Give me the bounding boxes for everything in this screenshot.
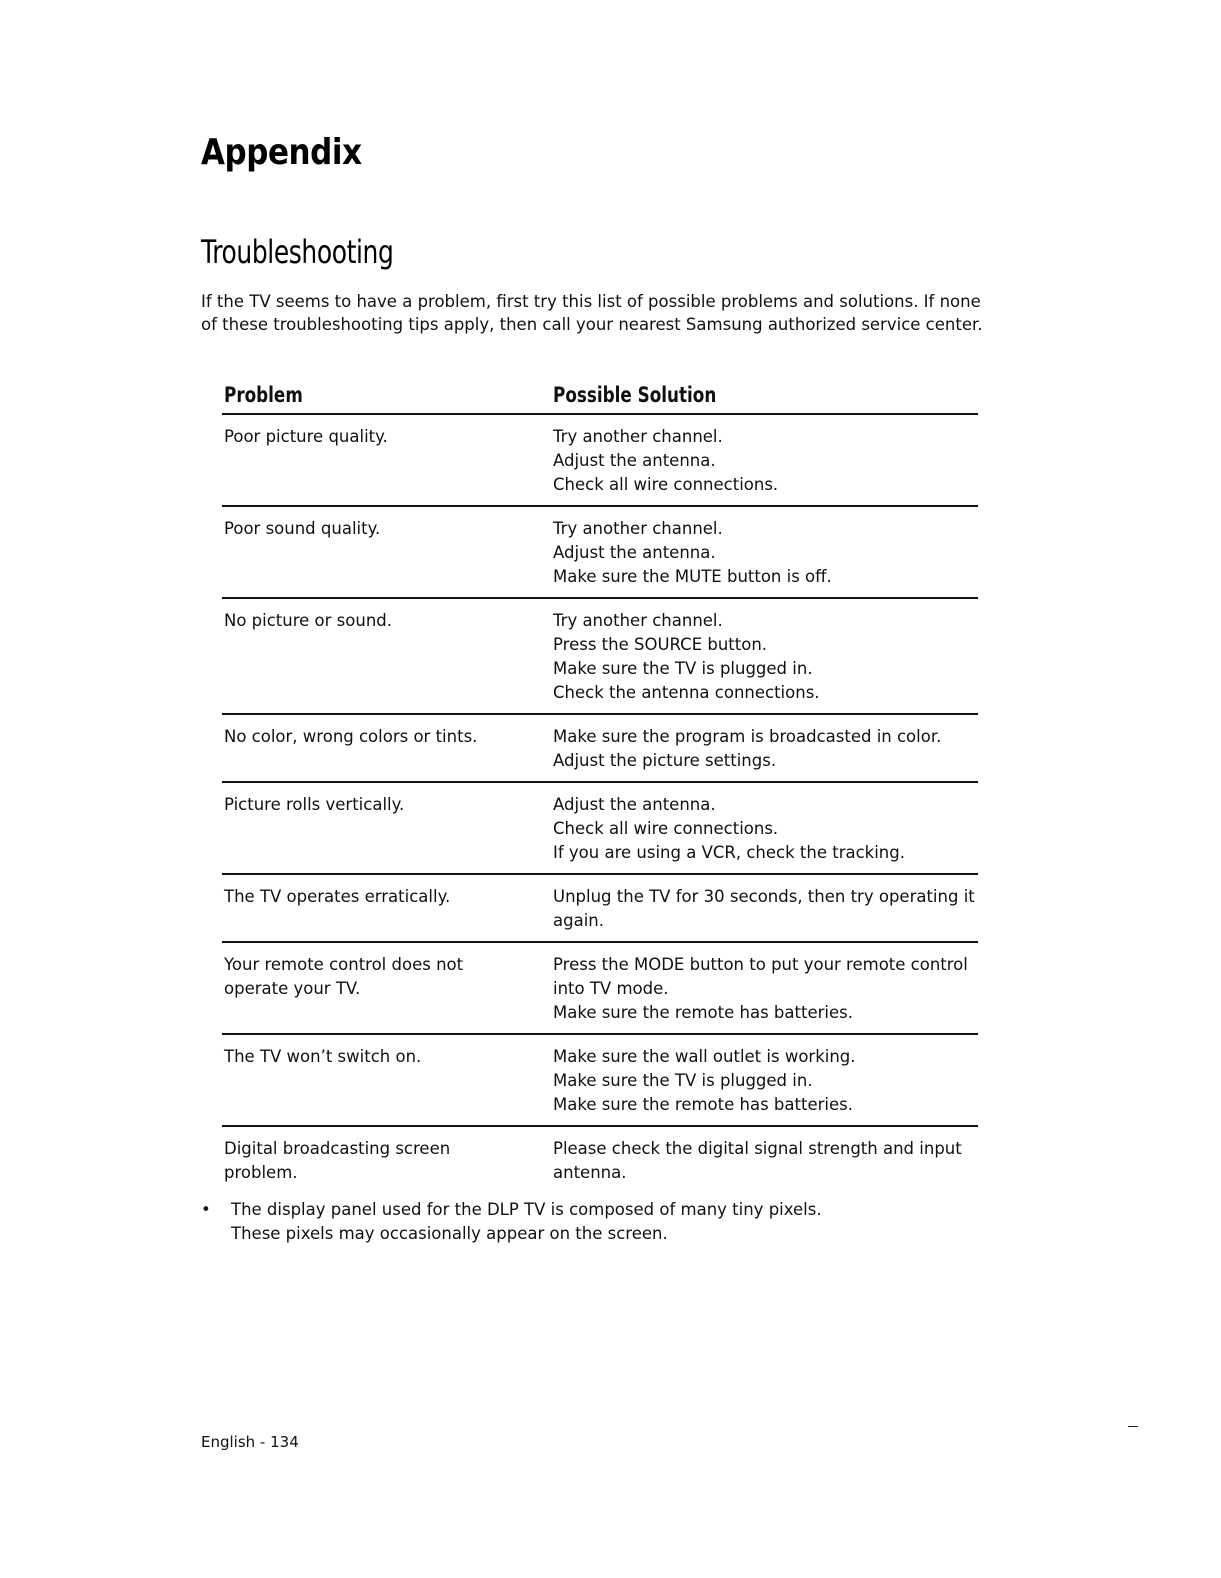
- problem-text: The TV won’t switch on.: [224, 1047, 422, 1066]
- solution-cell: [551, 506, 978, 598]
- solution-cell: [551, 598, 978, 714]
- problem-cell: [222, 942, 551, 1034]
- solution-cell: [551, 414, 978, 506]
- solution-text: Check the antenna connections.: [553, 683, 820, 702]
- solution-text: Adjust the picture settings.: [553, 751, 777, 770]
- solution-cell: [551, 942, 978, 1034]
- intro-paragraph: If the TV seems to have a problem, first try this list of possible problems and solutions. If none of these troubleshooting tips apply, then call your nearest Samsung authorized service center.: [201, 292, 983, 334]
- solution-text: into TV mode.: [553, 979, 669, 998]
- problem-cell: [222, 1126, 551, 1193]
- note-line-1: The display panel used for the DLP TV is composed of many tiny pixels.: [231, 1200, 822, 1219]
- page-footer: English - 134: [201, 1433, 299, 1451]
- solution-column-header: [551, 378, 978, 414]
- problem-text: No picture or sound.: [224, 611, 393, 630]
- solution-text: again.: [553, 911, 604, 930]
- table-row: [222, 782, 978, 874]
- table-body: [222, 414, 978, 1193]
- problem-text: The TV operates erratically.: [224, 887, 451, 906]
- solution-text: antenna.: [553, 1163, 627, 1182]
- solution-text: Press the MODE button to put your remote control: [553, 955, 968, 974]
- table-row: [222, 414, 978, 506]
- problem-cell: [222, 874, 551, 942]
- table-row: [222, 1034, 978, 1126]
- corner-mark: [1128, 1426, 1138, 1427]
- problem-text: Poor picture quality.: [224, 427, 388, 446]
- table-row: [222, 598, 978, 714]
- troubleshooting-table: [222, 378, 978, 1193]
- solution-text: Make sure the TV is plugged in.: [553, 1071, 813, 1090]
- solution-cell: [551, 874, 978, 942]
- solution-text: Make sure the MUTE button is off.: [553, 567, 832, 586]
- problem-text: Your remote control does not: [224, 955, 464, 974]
- problem-cell: [222, 598, 551, 714]
- problem-cell: [222, 714, 551, 782]
- solution-text: If you are using a VCR, check the tracking.: [553, 843, 905, 862]
- table-header-row: [222, 378, 978, 414]
- table-row: [222, 874, 978, 942]
- bullet-icon: •: [201, 1200, 211, 1219]
- solution-text: Press the SOURCE button.: [553, 635, 768, 654]
- solution-text: Check all wire connections.: [553, 475, 779, 494]
- solution-text: Adjust the antenna.: [553, 543, 716, 562]
- table-row: [222, 506, 978, 598]
- table-row: [222, 1126, 978, 1193]
- solution-text: Please check the digital signal strength and input: [553, 1139, 962, 1158]
- solution-header-label: Possible Solution: [553, 383, 717, 407]
- problem-text: No color, wrong colors or tints.: [224, 727, 478, 746]
- problem-text: Picture rolls vertically.: [224, 795, 405, 814]
- table-row: [222, 942, 978, 1034]
- section-title: Troubleshooting: [201, 233, 394, 271]
- solution-cell: [551, 714, 978, 782]
- solution-text: Adjust the antenna.: [553, 451, 716, 470]
- problem-cell: [222, 414, 551, 506]
- problem-cell: [222, 1034, 551, 1126]
- problem-text: problem.: [224, 1163, 298, 1182]
- chapter-title: Appendix: [201, 132, 362, 173]
- solution-cell: [551, 1034, 978, 1126]
- solution-text: Check all wire connections.: [553, 819, 779, 838]
- problem-text: Poor sound quality.: [224, 519, 381, 538]
- solution-text: Unplug the TV for 30 seconds, then try operating it: [553, 887, 975, 906]
- solution-text: Make sure the program is broadcasted in color.: [553, 727, 942, 746]
- solution-text: Adjust the antenna.: [553, 795, 716, 814]
- solution-text: Make sure the remote has batteries.: [553, 1003, 853, 1022]
- problem-text: operate your TV.: [224, 979, 361, 998]
- problem-text: Digital broadcasting screen: [224, 1139, 451, 1158]
- solution-text: Make sure the TV is plugged in.: [553, 659, 813, 678]
- solution-cell: [551, 782, 978, 874]
- solution-text: Try another channel.: [553, 427, 723, 446]
- problem-cell: [222, 506, 551, 598]
- solution-text: Make sure the remote has batteries.: [553, 1095, 853, 1114]
- solution-cell: [551, 1126, 978, 1193]
- problem-header-label: Problem: [224, 383, 303, 407]
- table-row: [222, 714, 978, 782]
- note-line-2: These pixels may occasionally appear on the screen.: [231, 1224, 668, 1243]
- problem-column-header: [222, 378, 551, 414]
- solution-text: Make sure the wall outlet is working.: [553, 1047, 856, 1066]
- solution-text: Try another channel.: [553, 519, 723, 538]
- problem-cell: [222, 782, 551, 874]
- pixel-note: [201, 1198, 1001, 1246]
- solution-text: Try another channel.: [553, 611, 723, 630]
